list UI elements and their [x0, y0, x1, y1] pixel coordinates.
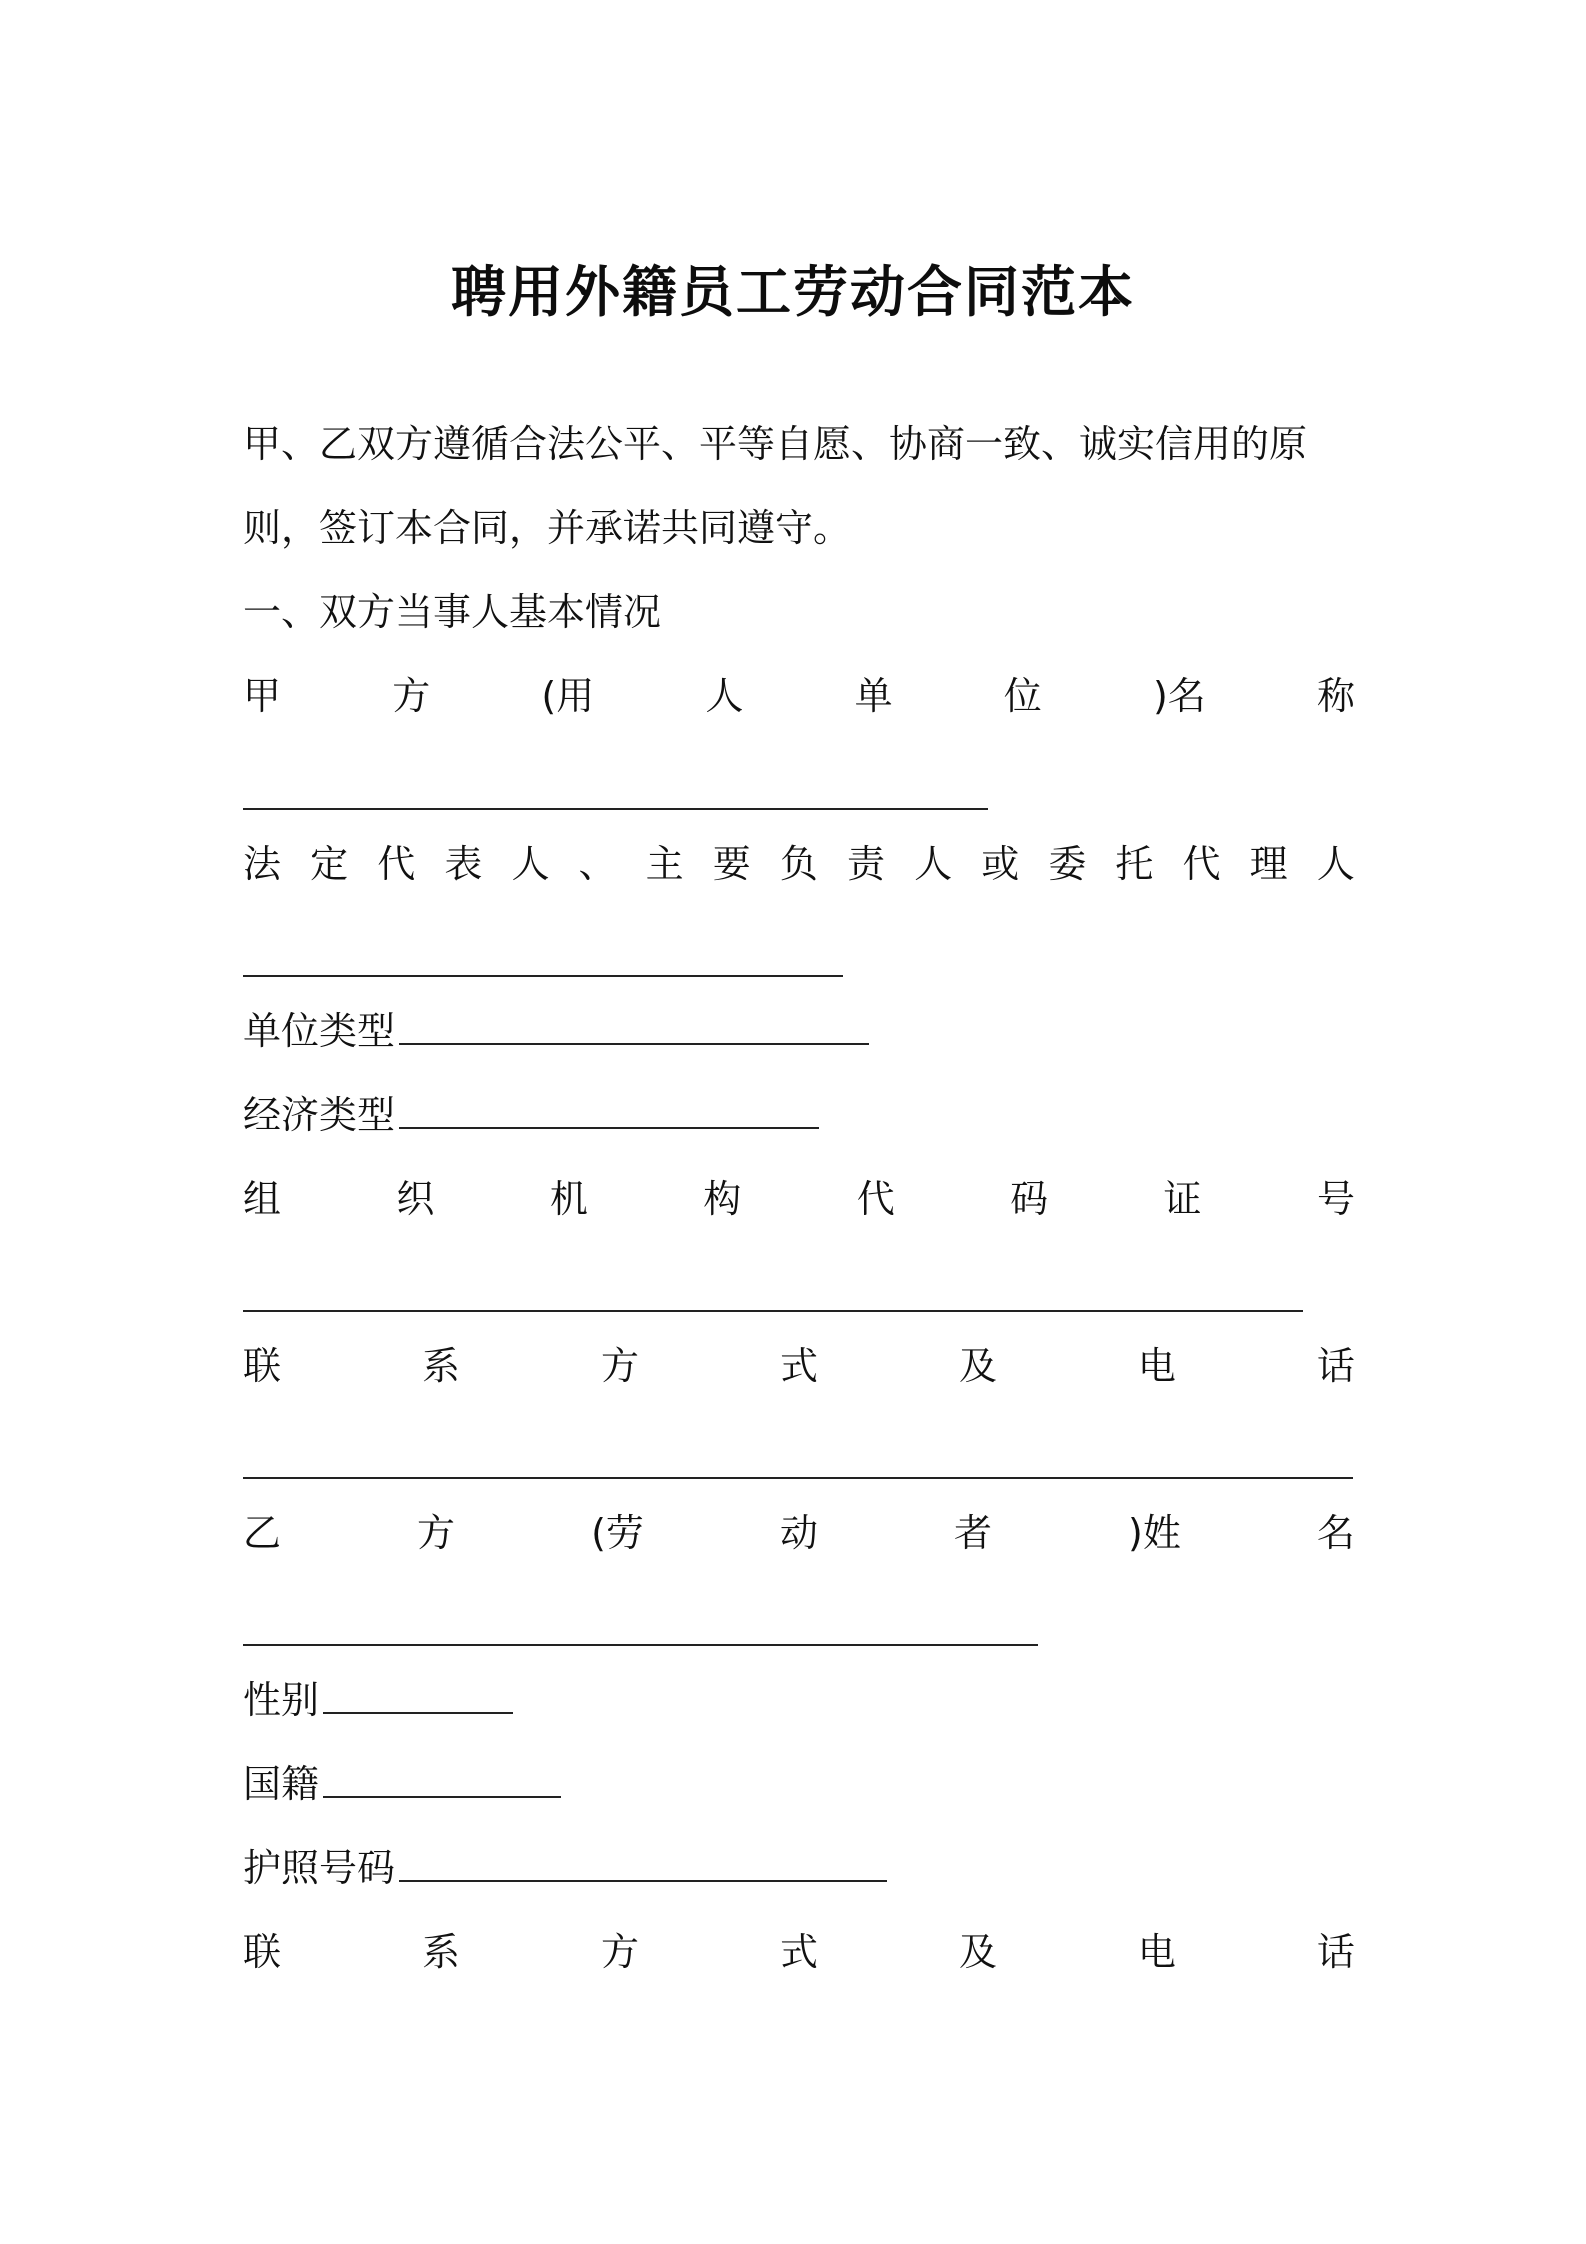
label-char: 单 — [854, 674, 893, 718]
passport-label: 护照号码 — [243, 1846, 396, 1890]
label-char: 话 — [1316, 1344, 1355, 1388]
label-char: 号 — [1316, 1177, 1355, 1221]
unit-type-row — [243, 989, 1355, 1073]
label-char: (用 — [541, 674, 595, 718]
label-char: 人 — [914, 842, 953, 886]
label-char: 系 — [421, 1344, 460, 1388]
label-char: 称 — [1316, 674, 1355, 718]
gender-label: 性别 — [243, 1678, 320, 1722]
gender-row — [243, 1658, 1355, 1742]
label-char: 位 — [1003, 674, 1042, 718]
party-a-contact-label — [243, 1324, 1355, 1408]
label-char: 委 — [1048, 842, 1087, 886]
label-char: 负 — [779, 842, 818, 886]
label-char: 表 — [444, 842, 483, 886]
label-char: 理 — [1249, 842, 1288, 886]
label-char: 要 — [712, 842, 751, 886]
label-char: 名 — [1316, 1511, 1355, 1555]
section-heading: 一、双方当事人基本情况 — [243, 590, 662, 634]
passport-blank[interactable] — [399, 1826, 887, 1882]
label-char: 码 — [1010, 1177, 1049, 1221]
label-char: 、 — [578, 842, 617, 886]
label-char: 人 — [705, 674, 744, 718]
economic-type-row — [243, 1073, 1355, 1157]
label-char: 者 — [954, 1511, 993, 1555]
intro-paragraph: 甲、乙双方遵循合法公平、平等自愿、协商一致、诚实信用的原则，签订本合同，并承诺共同遵守。 — [243, 422, 1308, 550]
org-code-blank[interactable] — [243, 1310, 1303, 1312]
nationality-blank[interactable] — [323, 1742, 561, 1798]
label-char: 话 — [1316, 1930, 1355, 1974]
party-a-name-label — [243, 654, 1355, 738]
economic-type-label: 经济类型 — [243, 1093, 396, 1137]
label-char: 式 — [779, 1930, 818, 1974]
party-b-contact-label — [243, 1910, 1355, 1994]
passport-row — [243, 1826, 1355, 1910]
label-char: 法 — [243, 842, 282, 886]
document-title: 聘用外籍员工劳动合同范本 — [450, 260, 1135, 324]
label-char: 联 — [243, 1344, 282, 1388]
label-char: 方 — [600, 1930, 639, 1974]
label-char: 代 — [1182, 842, 1221, 886]
label-char: 主 — [645, 842, 684, 886]
nationality-row — [243, 1742, 1355, 1826]
economic-type-blank[interactable] — [399, 1073, 819, 1129]
label-char: 构 — [703, 1177, 742, 1221]
party-b-name-blank[interactable] — [243, 1644, 1038, 1646]
label-char: (劳 — [591, 1511, 644, 1555]
label-char: 人 — [511, 842, 550, 886]
label-char: 乙 — [243, 1511, 282, 1555]
label-char: 电 — [1137, 1344, 1176, 1388]
party-b-name-label — [243, 1491, 1355, 1575]
label-char: 代 — [856, 1177, 895, 1221]
label-char: )名 — [1152, 674, 1206, 718]
party-a-name-blank[interactable] — [243, 808, 988, 810]
unit-type-label: 单位类型 — [243, 1009, 396, 1053]
label-char: 代 — [377, 842, 416, 886]
org-code-label — [243, 1157, 1355, 1241]
label-char: 责 — [846, 842, 885, 886]
label-char: 或 — [981, 842, 1020, 886]
nationality-label: 国籍 — [243, 1762, 320, 1806]
label-char: 方 — [417, 1511, 456, 1555]
unit-type-blank[interactable] — [399, 989, 869, 1045]
label-char: 人 — [1316, 842, 1355, 886]
label-char: 系 — [421, 1930, 460, 1974]
label-char: 电 — [1137, 1930, 1176, 1974]
label-char: 及 — [958, 1344, 997, 1388]
label-char: 动 — [779, 1511, 818, 1555]
label-char: 式 — [779, 1344, 818, 1388]
gender-blank[interactable] — [323, 1658, 513, 1714]
label-char: 织 — [396, 1177, 435, 1221]
party-a-contact-blank[interactable] — [243, 1477, 1353, 1479]
label-char: 联 — [243, 1930, 282, 1974]
label-char: 及 — [958, 1930, 997, 1974]
label-char: 甲 — [243, 674, 282, 718]
party-a-representative-label — [243, 822, 1355, 906]
label-char: 方 — [392, 674, 431, 718]
label-char: 托 — [1115, 842, 1154, 886]
label-char: 组 — [243, 1177, 282, 1221]
label-char: 定 — [310, 842, 349, 886]
label-char: 方 — [600, 1344, 639, 1388]
party-a-representative-blank[interactable] — [243, 975, 843, 977]
label-char: )姓 — [1128, 1511, 1181, 1555]
label-char: 证 — [1163, 1177, 1202, 1221]
label-char: 机 — [549, 1177, 588, 1221]
